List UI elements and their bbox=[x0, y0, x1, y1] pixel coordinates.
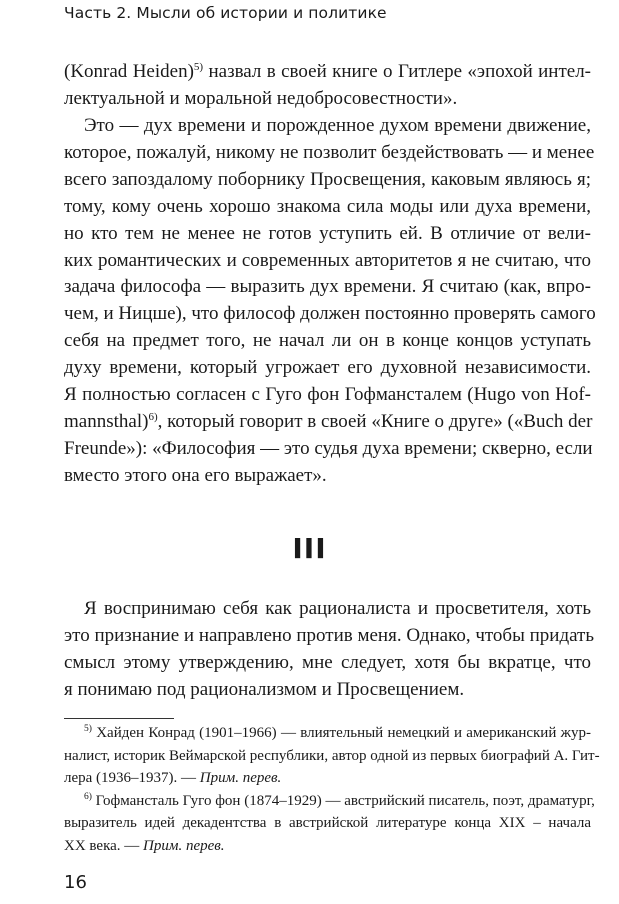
text-line: Freunde»): «Философия — это судья духа времени; скверно, если bbox=[64, 437, 593, 459]
text-line: Я воспринимаю себя как рационалиста и просветителя, хоть bbox=[84, 598, 591, 619]
text-run: назвал в своей книге о Гитлере «эпохой интел- bbox=[203, 61, 592, 82]
footnote-marker: 5) bbox=[84, 724, 92, 734]
translator-note: Прим. перев. bbox=[199, 770, 282, 786]
footnote-ref-6[interactable]: 6) bbox=[148, 410, 158, 423]
text-line bbox=[64, 409, 591, 436]
text-run: лера (1936–1937). — bbox=[64, 770, 200, 786]
footnote-line bbox=[64, 790, 595, 813]
footnotes bbox=[64, 722, 600, 857]
text-line: я понимаю под рационализмом и Просвещением. bbox=[64, 678, 465, 700]
text-run: (Konrad Heiden) bbox=[64, 61, 194, 82]
page-number: 16 bbox=[64, 872, 87, 893]
footnote-marker: 6) bbox=[84, 791, 92, 802]
paragraph-rationalist bbox=[64, 596, 595, 704]
paragraph-zeitgeist bbox=[64, 113, 596, 490]
footnote-line bbox=[64, 835, 591, 858]
text-line: ких романтических и современных авторитетов я не считаю, что bbox=[64, 249, 591, 271]
text-run: Гофмансталь Гуго фон (1874–1929) — австрийский писатель, поэт, драматург, bbox=[91, 792, 595, 809]
footnote-line: налист, историк Веймарской республики, автор одной из первых биографий А. Гит- bbox=[64, 747, 600, 764]
translator-note: Прим. перев. bbox=[143, 837, 225, 854]
text-line: которое, пожалуй, никому не позволит бездействовать — и менее bbox=[64, 141, 595, 163]
footnote-line bbox=[64, 767, 591, 790]
text-line: Я полностью согласен с Гуго фон Гофмансталем (Hugo von Hof- bbox=[64, 384, 591, 406]
text-line: Это — дух времени и порожденное духом времени движение, bbox=[84, 115, 591, 136]
text-line: чем, и Ницше), что философ должен постоянно проверять самого bbox=[64, 303, 596, 325]
text-run: Хайден Конрад (1901–1966) — влиятельный немецкий и американский жур- bbox=[91, 725, 591, 741]
footnote-divider bbox=[64, 718, 174, 719]
text-line: вместо этого она его выражает». bbox=[64, 464, 327, 486]
text-run: , который говорит в своей «Книге о друге» («Buch der bbox=[157, 410, 593, 432]
text-line: тому, кому очень хорошо знакома сила моды или духа времени, bbox=[64, 195, 591, 217]
footnote-line bbox=[64, 722, 591, 745]
text-line: всего запоздалому поборнику Просвещения, каковым являюсь я; bbox=[64, 168, 591, 190]
paragraph-continuation bbox=[64, 59, 591, 113]
footnote-6 bbox=[64, 790, 595, 858]
text-line: смысл этому утверждению, мне следует, хотя бы вкратце, что bbox=[64, 651, 591, 673]
footnote-ref-5[interactable]: 5) bbox=[193, 61, 204, 73]
text-line: задача философа — выразить дух времени. Я считаю (как, впро- bbox=[64, 276, 591, 298]
text-line bbox=[64, 59, 591, 86]
text-line: но кто тем не менее не готов уступить ей. В отличие от вели- bbox=[64, 222, 591, 244]
section-heading: III bbox=[292, 532, 327, 565]
text-run: XX века. — bbox=[64, 837, 144, 854]
text-line: лектуальной и моральной недобросовестности». bbox=[64, 87, 458, 109]
footnote-line: выразитель идей декадентства в австрийской литературе конца XIX – начала bbox=[64, 815, 591, 831]
text-line: духу времени, который угрожает его духовной независимости. bbox=[64, 357, 591, 379]
footnote-5 bbox=[64, 722, 600, 790]
text-line: это признание и направлено против меня. Однако, чтобы придать bbox=[64, 624, 595, 646]
running-head: Часть 2. Мысли об истории и политике bbox=[64, 4, 387, 22]
text-line: себя на предмет того, не начал ли он в конце концов уступать bbox=[64, 330, 591, 352]
text-run: mannsthal) bbox=[64, 410, 149, 432]
